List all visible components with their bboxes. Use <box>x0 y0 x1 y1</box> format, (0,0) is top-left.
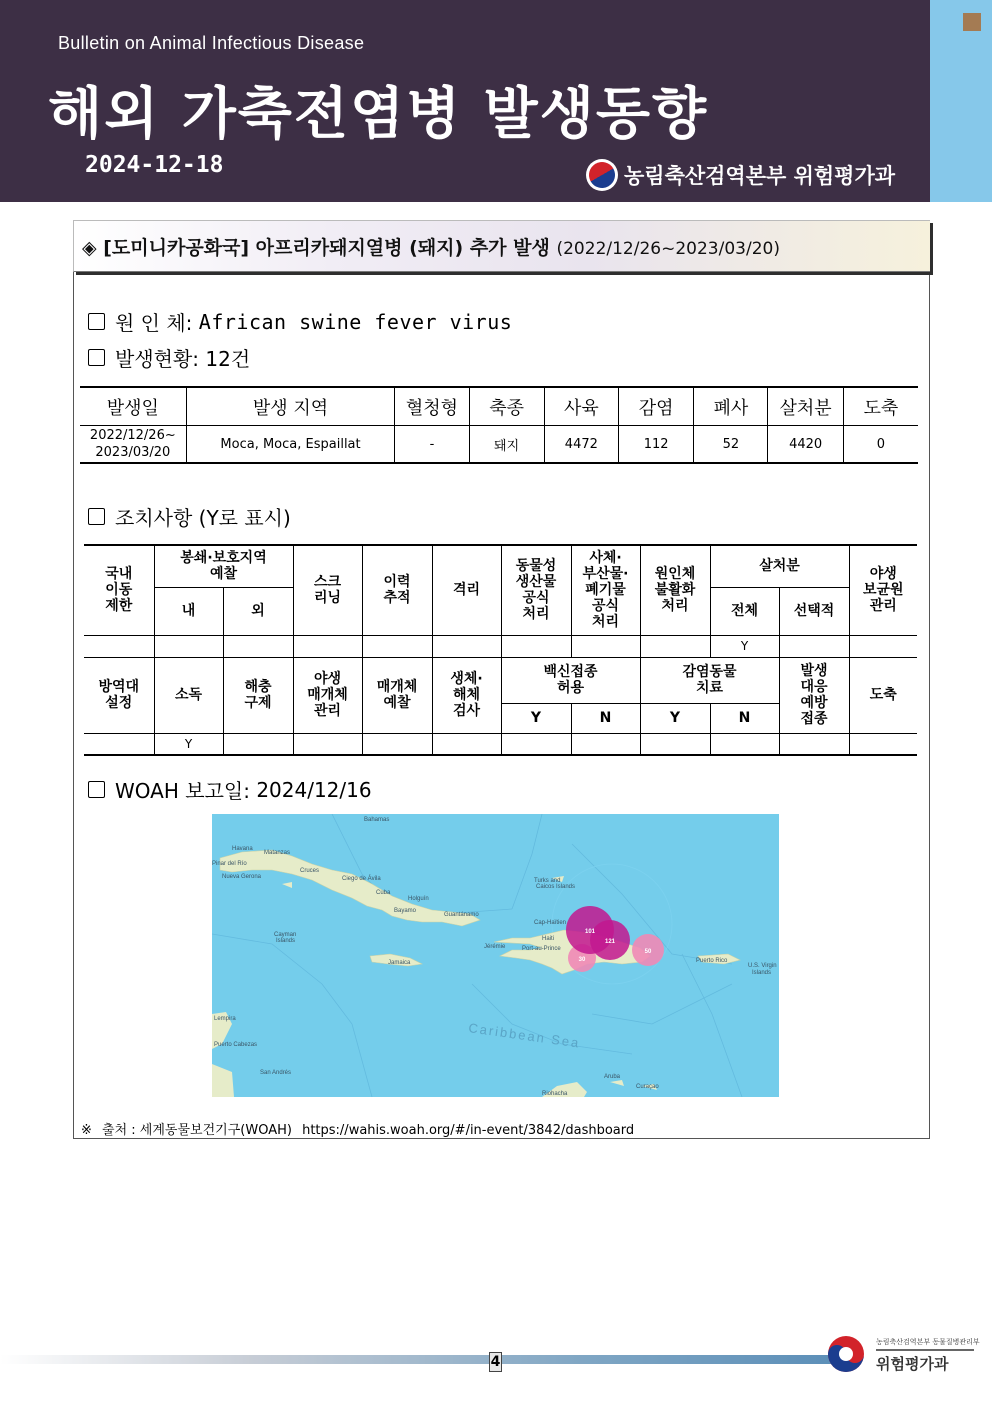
woah-label: WOAH 보고일: <box>115 779 250 803</box>
measures-line <box>88 502 291 531</box>
source-note <box>81 1119 640 1138</box>
vacc-y-header: Y <box>501 703 571 733</box>
treatment-header: 감염동물 치료 <box>640 657 779 703</box>
map-label: Puerto Rico <box>696 958 728 964</box>
issue-date: 2024-12-18 <box>85 152 224 178</box>
source-url[interactable]: https://wahis.woah.org/#/in-event/3842/dashboard <box>302 1123 635 1138</box>
col-culled: 살처분 <box>768 387 843 426</box>
checkbox-icon <box>88 313 105 330</box>
zoning-header: 방역대 설정 <box>84 657 154 733</box>
footer-logo-icon <box>826 1334 866 1374</box>
map-label: Pinar del Río <box>212 861 247 867</box>
map-label: Puerto Cabezas <box>214 1042 258 1048</box>
col-region: 발생 지역 <box>186 387 395 426</box>
map-label: Nueva Gerona <box>222 874 262 880</box>
checkbox-icon <box>88 781 105 798</box>
col-slaughtered: 도축 <box>843 387 918 426</box>
footer-bar <box>0 1355 835 1364</box>
taeguk-logo-icon <box>586 159 618 191</box>
accent-square-icon <box>963 13 981 31</box>
outbreak-map[interactable] <box>212 814 779 1097</box>
map-label: San Andrés <box>260 1070 292 1076</box>
measures-row1-top <box>84 545 917 587</box>
domestic-header: 국내 이동 제한 <box>84 545 154 635</box>
map-label: Jérémie <box>484 944 506 950</box>
cluster-label: 50 <box>644 949 652 955</box>
map-label: Matanzas <box>264 850 291 856</box>
specimen-header: 생체· 해체 검사 <box>432 657 501 733</box>
screening-header: 스크 리닝 <box>293 545 362 635</box>
col-species: 축종 <box>469 387 544 426</box>
official-carcass-header: 사체· 부산물· 폐기물 공식 처리 <box>571 545 640 635</box>
cell-infected: 112 <box>619 426 694 464</box>
cell-region: Moca, Moca, Espaillat <box>186 426 395 464</box>
map-label: Cayman <box>274 932 297 938</box>
cell-culled: 4420 <box>768 426 843 464</box>
map-label: Lempira <box>214 1016 236 1022</box>
map-label: Turks and <box>534 878 561 884</box>
official-product-header: 동물성 생산물 공식 처리 <box>501 545 571 635</box>
treat-y-header: Y <box>640 703 710 733</box>
checkbox-icon <box>88 349 105 366</box>
checkbox-icon <box>88 508 105 525</box>
map-label: Cuba <box>376 890 391 896</box>
header-subtitle: Bulletin on Animal Infectious Disease <box>58 33 365 53</box>
treat-n-header: N <box>710 703 779 733</box>
page-title: 해외 가축전염병 발생동향 <box>48 82 709 147</box>
woah-date: 2024/12/16 <box>256 777 372 802</box>
cell-serotype: - <box>395 426 469 464</box>
vaccination-header: 백신접종 허용 <box>501 657 640 703</box>
col-dead: 폐사 <box>694 387 768 426</box>
cell-raised: 4472 <box>544 426 618 464</box>
measures-row2-top <box>84 657 917 703</box>
col-date: 발생일 <box>106 397 159 419</box>
map-canvas <box>212 814 779 1097</box>
section-banner <box>73 220 930 272</box>
prevent-vacc-header: 발생 대응 예방 접종 <box>779 657 849 733</box>
banner-period: (2022/12/26~2023/03/20) <box>556 239 780 259</box>
map-label: Aruba <box>604 1074 621 1080</box>
banner-title: ◈ [도미니카공화국] 아프리카돼지열병 (돼지) 추가 발생 <box>82 237 550 259</box>
trace-header: 이력 추적 <box>362 545 432 635</box>
status-line <box>88 343 250 372</box>
measures-row1-values <box>84 635 917 657</box>
map-label: Haiti <box>542 936 555 942</box>
vector-control-header: 해충 구제 <box>223 657 293 733</box>
cluster-label: 30 <box>578 957 586 963</box>
map-label: Ciego de Ávila <box>342 876 381 882</box>
col-infected: 감염 <box>619 387 694 426</box>
header-sidebar <box>930 0 992 202</box>
map-label: Guantánamo <box>444 912 479 918</box>
header-org <box>586 158 895 192</box>
slaughter-header: 도축 <box>849 657 917 733</box>
footer-divider <box>876 1349 974 1351</box>
source-label: 출처 : 세계동물보건기구(WOAH) <box>102 1123 292 1138</box>
outbreak-table <box>80 386 918 464</box>
cluster-label: 121 <box>604 939 616 945</box>
zone-out-header: 외 <box>223 587 293 635</box>
map-label-sea: Caribbean Sea <box>467 1020 582 1051</box>
cluster-label: 101 <box>584 929 596 935</box>
cause-line <box>88 307 512 336</box>
map-label: U.S. Virgin <box>748 963 777 969</box>
map-label: Curaçao <box>636 1084 659 1090</box>
map-label: Bahamas <box>364 817 390 823</box>
map-label: Holguín <box>408 896 429 902</box>
map-label: Caicos Islands <box>536 884 576 890</box>
inactivate-header: 원인체 불활화 처리 <box>640 545 710 635</box>
map-label: Riohacha <box>542 1091 568 1097</box>
table-header-row <box>80 387 918 426</box>
status-label: 발생현황: <box>115 347 200 371</box>
quarantine-header: 격리 <box>432 545 501 635</box>
map-label: Havana <box>232 846 253 852</box>
footer-org-small: 농림축산검역본부 동물질병관리부 <box>876 1338 980 1346</box>
cell-date: 2022/12/26~ 2023/03/20 <box>80 426 186 464</box>
measures-label: 조치사항 (Y로 표시) <box>115 506 291 530</box>
vacc-n-header: N <box>571 703 640 733</box>
status-value: 12건 <box>205 347 251 371</box>
vector-surv-header: 매개체 예찰 <box>362 657 432 733</box>
source-mark: ※ <box>81 1123 92 1138</box>
cell-slaughtered: 0 <box>843 426 918 464</box>
map-label: Islands <box>276 938 296 944</box>
header-org-name: 농림축산검역본부 위험평가과 <box>624 164 896 188</box>
page-number: 4 <box>490 1354 501 1370</box>
wildlife-reservoir-header: 야생 보균원 관리 <box>849 545 917 635</box>
disinfection-header: 소독 <box>154 657 223 733</box>
table-row <box>80 426 918 464</box>
zone-in-header: 내 <box>154 587 223 635</box>
stamping-select-header: 선택적 <box>779 587 849 635</box>
cell-dead: 52 <box>694 426 768 464</box>
map-label: Cruces <box>300 868 320 874</box>
mark-stamping-all: Y <box>710 635 779 657</box>
cause-value: African swine fever virus <box>198 309 513 334</box>
header <box>0 0 930 202</box>
measures-row2-values <box>84 733 917 755</box>
cause-label: 원 인 체: <box>115 311 193 335</box>
map-label: Islands <box>752 970 772 976</box>
woah-line <box>88 775 372 804</box>
stamping-header: 살처분 <box>710 545 849 587</box>
map-label: Jamaica <box>388 960 411 966</box>
stamping-all-header: 전체 <box>710 587 779 635</box>
mark-disinfection: Y <box>154 733 223 755</box>
col-serotype: 혈청형 <box>395 387 469 426</box>
map-label: Bayamo <box>394 908 417 914</box>
footer-org: 위험평가과 <box>876 1355 949 1373</box>
zone-header: 봉쇄·보호지역 예찰 <box>154 545 293 587</box>
wildlife-vector-header: 야생 매개체 관리 <box>293 657 362 733</box>
map-label: Port-au-Prince <box>522 946 561 952</box>
measures-table <box>84 544 917 756</box>
cell-species: 돼지 <box>469 426 544 464</box>
col-raised: 사육 <box>544 387 618 426</box>
map-label: Cap-Haïtien <box>534 920 567 926</box>
